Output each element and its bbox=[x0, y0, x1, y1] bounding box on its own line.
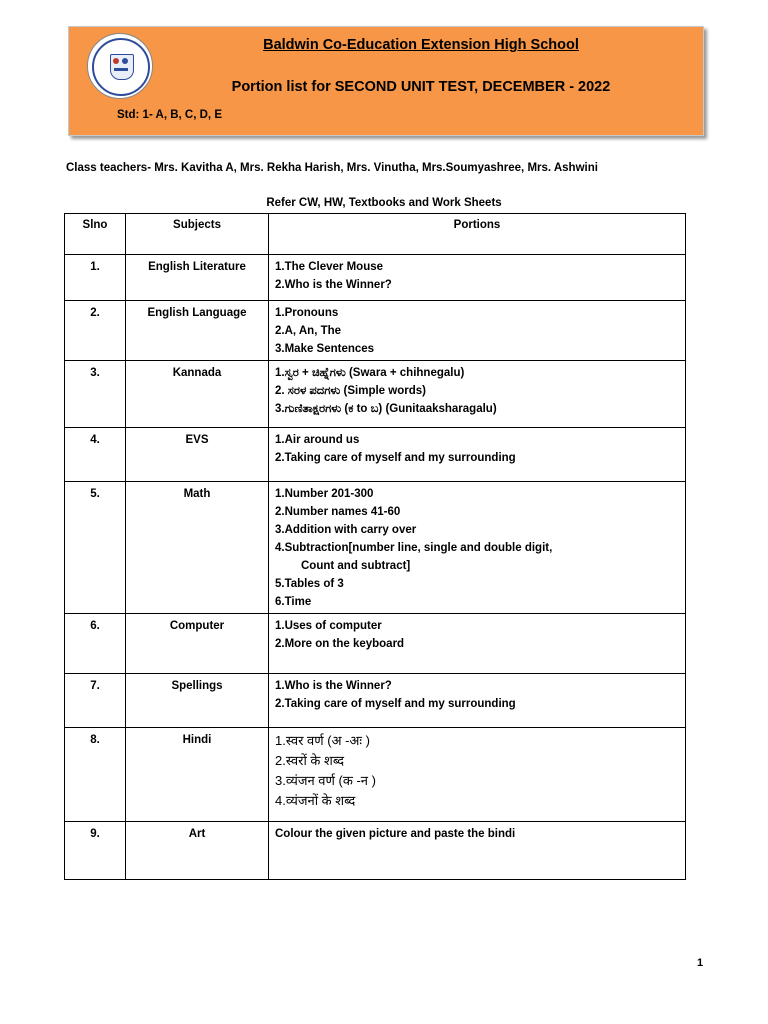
portion-item: 1.Who is the Winner? bbox=[275, 680, 392, 692]
header-banner bbox=[68, 26, 704, 136]
row-subject: Computer bbox=[126, 614, 269, 674]
portion-item: Count and subtract] bbox=[301, 560, 411, 572]
row-slno: 4. bbox=[65, 428, 126, 482]
row-slno: 5. bbox=[65, 482, 126, 614]
table-row bbox=[65, 482, 686, 614]
row-portions bbox=[269, 822, 686, 880]
portion-item: 4.व्यंजनों के शब्द bbox=[275, 793, 356, 808]
portion-item: 1.ಸ್ವರ + ಚಿಹ್ನೆಗಳು (Swara + chihnegalu) bbox=[275, 367, 465, 379]
class-teachers: Class teachers- Mrs. Kavitha A, Mrs. Rekha Harish, Mrs. Vinutha, Mrs.Soumyashree, Mrs. Ashwini bbox=[66, 162, 598, 174]
row-subject: Hindi bbox=[126, 728, 269, 822]
header-slno: Slno bbox=[65, 214, 126, 255]
portion-item: 5.Tables of 3 bbox=[275, 578, 344, 590]
table-row bbox=[65, 301, 686, 361]
portion-item: 1.Number 201-300 bbox=[275, 488, 374, 500]
row-slno: 7. bbox=[65, 674, 126, 728]
portion-item: 1.Air around us bbox=[275, 434, 360, 446]
table-row bbox=[65, 255, 686, 301]
table-row bbox=[65, 822, 686, 880]
portion-item: 1.Uses of computer bbox=[275, 620, 382, 632]
portion-item: 3.व्यंजन वर्ण (क -न ) bbox=[275, 773, 376, 788]
portion-item: Colour the given picture and paste the bindi bbox=[275, 828, 516, 840]
portion-item: 3.Make Sentences bbox=[275, 343, 375, 355]
portion-item: 2.More on the keyboard bbox=[275, 638, 405, 650]
row-slno: 9. bbox=[65, 822, 126, 880]
portion-item: 2.A, An, The bbox=[275, 325, 342, 337]
portion-item: 6.Time bbox=[275, 596, 312, 608]
row-subject: English Literature bbox=[126, 255, 269, 301]
row-portions bbox=[269, 301, 686, 361]
table-row bbox=[65, 428, 686, 482]
row-portions bbox=[269, 482, 686, 614]
row-portions bbox=[269, 728, 686, 822]
row-subject: Art bbox=[126, 822, 269, 880]
portion-item: 2.Taking care of myself and my surrounding bbox=[275, 698, 516, 710]
row-slno: 8. bbox=[65, 728, 126, 822]
portion-item: 1.स्वर वर्ण (अ -अः ) bbox=[275, 733, 370, 748]
row-portions bbox=[269, 361, 686, 428]
row-portions bbox=[269, 255, 686, 301]
table-row bbox=[65, 674, 686, 728]
portion-item: 3.Addition with carry over bbox=[275, 524, 417, 536]
portion-item: 2. ಸರಳ ಪದಗಳು (Simple words) bbox=[275, 385, 426, 397]
portion-item: 2.Taking care of myself and my surrounding bbox=[275, 452, 516, 464]
page-number: 1 bbox=[697, 957, 704, 969]
portion-item: 2.Who is the Winner? bbox=[275, 279, 392, 291]
row-slno: 6. bbox=[65, 614, 126, 674]
portion-item: 1.The Clever Mouse bbox=[275, 261, 384, 273]
portion-item: 1.Pronouns bbox=[275, 307, 339, 319]
row-subject: Math bbox=[126, 482, 269, 614]
header-portions: Portions bbox=[269, 214, 686, 255]
refer-note: Refer CW, HW, Textbooks and Work Sheets bbox=[266, 197, 502, 209]
std-line: Std: 1- A, B, C, D, E bbox=[117, 109, 222, 121]
portion-item: 2.स्वरों के शब्द bbox=[275, 753, 345, 768]
table-header-row bbox=[65, 214, 686, 255]
portions-table bbox=[64, 213, 686, 880]
table-row bbox=[65, 361, 686, 428]
portion-title: Portion list for SECOND UNIT TEST, DECEMBER - 2022 bbox=[231, 79, 611, 95]
table-row bbox=[65, 728, 686, 822]
table-row bbox=[65, 614, 686, 674]
portion-item: 3.ಗುಣಿತಾಕ್ಷರಗಳು (ಕ to ಬ) (Gunitaaksharagalu) bbox=[275, 403, 497, 415]
row-slno: 1. bbox=[65, 255, 126, 301]
row-portions bbox=[269, 614, 686, 674]
school-name: Baldwin Co-Education Extension High School bbox=[263, 37, 579, 53]
portion-item: 2.Number names 41-60 bbox=[275, 506, 401, 518]
row-portions bbox=[269, 428, 686, 482]
header-subjects: Subjects bbox=[126, 214, 269, 255]
portion-item: 4.Subtraction[number line, single and double digit, bbox=[275, 542, 553, 554]
row-subject: Spellings bbox=[126, 674, 269, 728]
row-portions bbox=[269, 674, 686, 728]
row-subject: Kannada bbox=[126, 361, 269, 428]
row-subject: EVS bbox=[126, 428, 269, 482]
row-slno: 2. bbox=[65, 301, 126, 361]
row-subject: English Language bbox=[126, 301, 269, 361]
row-slno: 3. bbox=[65, 361, 126, 428]
